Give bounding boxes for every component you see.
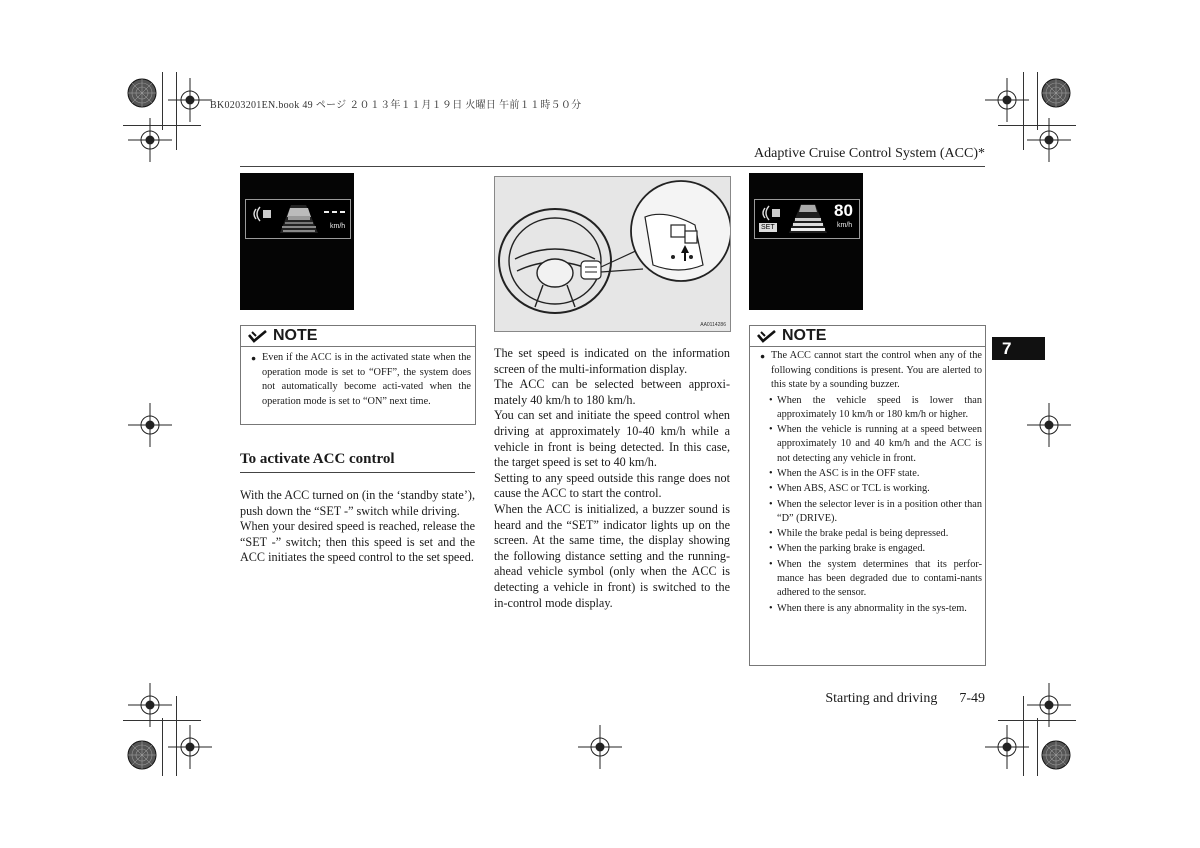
note-check-icon [247, 329, 269, 343]
middle-column-text [494, 346, 730, 611]
acc-standby-display-icon [246, 200, 350, 238]
section-heading: To activate ACC control [240, 451, 395, 467]
paragraph: You can set and initiate the speed control when driving at approximately 10-40 km/h while a vehicle in front is being detected. In this case, the target speed is set to 40 km/h. [494, 408, 730, 470]
page-number: 7-49 [959, 691, 985, 706]
lcd-screen [754, 199, 860, 239]
unit-label: km/h [330, 223, 346, 230]
note-list-item: • While the brake pedal is being depressed. [769, 528, 949, 540]
section-divider [240, 472, 475, 473]
note-box-right [749, 325, 986, 666]
set-indicator: SET [761, 224, 775, 231]
note-list-item: • When the vehicle speed is lower than approximately 10 km/h or 180 km/h or higher. [769, 394, 982, 420]
note-check-icon [756, 329, 778, 343]
note-lead-text: ● The ACC cannot start the control when any of the following conditions is present. You are alerted to this state by a sounding buzzer. [760, 349, 982, 393]
left-column-text [240, 488, 475, 566]
note-list-item: • When the vehicle is running at a speed between approximately 10 and 40 km/h and the ACC is not detecting any vehicle in front. [769, 424, 982, 464]
display-figure-standby [240, 173, 354, 310]
steering-wheel-figure [494, 176, 731, 332]
file-info-header: BK0203201EN.book 49 ページ ２０１３年１１月１９日 火曜日 午前１１時５０分 [210, 100, 582, 111]
header-divider [240, 166, 985, 167]
set-speed-value: 80 [834, 201, 853, 220]
lcd-screen [245, 199, 351, 239]
paragraph: The set speed is indicated on the information screen of the multi-information display. [494, 346, 730, 376]
paragraph: Setting to any speed outside this range does not cause the ACC to start the control. [494, 470, 730, 501]
note-list-item: • When the system determines that its perfor-mance has been degraded due to contami-nants adhered to the sensor. [769, 558, 982, 599]
paragraph: The ACC can be selected between approxi-mately 40 km/h to 180 km/h. [494, 377, 730, 407]
paragraph: With the ACC turned on (in the ‘standby state’), push down the “SET -” switch while driving. [240, 488, 475, 518]
note-title: NOTE [273, 327, 318, 344]
note-box-left [240, 325, 476, 425]
note-list-item: • When the selector lever is in a position other than “D” (DRIVE). [769, 498, 982, 524]
note-list-item: • When there is any abnormality in the sys-tem. [769, 602, 967, 614]
unit-label: km/h [837, 222, 853, 229]
steering-wheel-switch-icon [495, 177, 730, 331]
note-header [241, 326, 475, 347]
note-list-item: • When the ASC is in the OFF state. [769, 467, 920, 479]
paragraph: When the ACC is initialized, a buzzer sound is heard and the “SET” indicator lights up on the screen. At the same time, the display showing the following distance setting and the running-ahead vehicle symbol (only when the ACC is detecting a vehicle in front) is switched to the in-control mode display. [494, 501, 730, 610]
note-list-item: • When ABS, ASC or TCL is working. [769, 483, 930, 495]
note-header [750, 326, 985, 347]
paragraph: When your desired speed is reached, release the “SET -” switch; then this speed is set and the ACC initiates the speed control to the set speed. [240, 519, 475, 565]
note-list-item: • When the parking brake is engaged. [769, 543, 926, 555]
page-footer [780, 691, 985, 707]
note-text: ● Even if the ACC is in the activated state when the operation mode is set to “OFF”, the system does not automatically become acti-vated when the operation mode is set to “ON” next time. [251, 351, 471, 409]
display-figure-active [749, 173, 863, 310]
section-title: Adaptive Cruise Control System (ACC)* [754, 146, 985, 161]
figure-code-label: AA0114286 [700, 322, 726, 328]
chapter-tab: 7 [992, 337, 1045, 360]
footer-label: Starting and driving [825, 691, 938, 706]
note-title: NOTE [782, 327, 827, 344]
